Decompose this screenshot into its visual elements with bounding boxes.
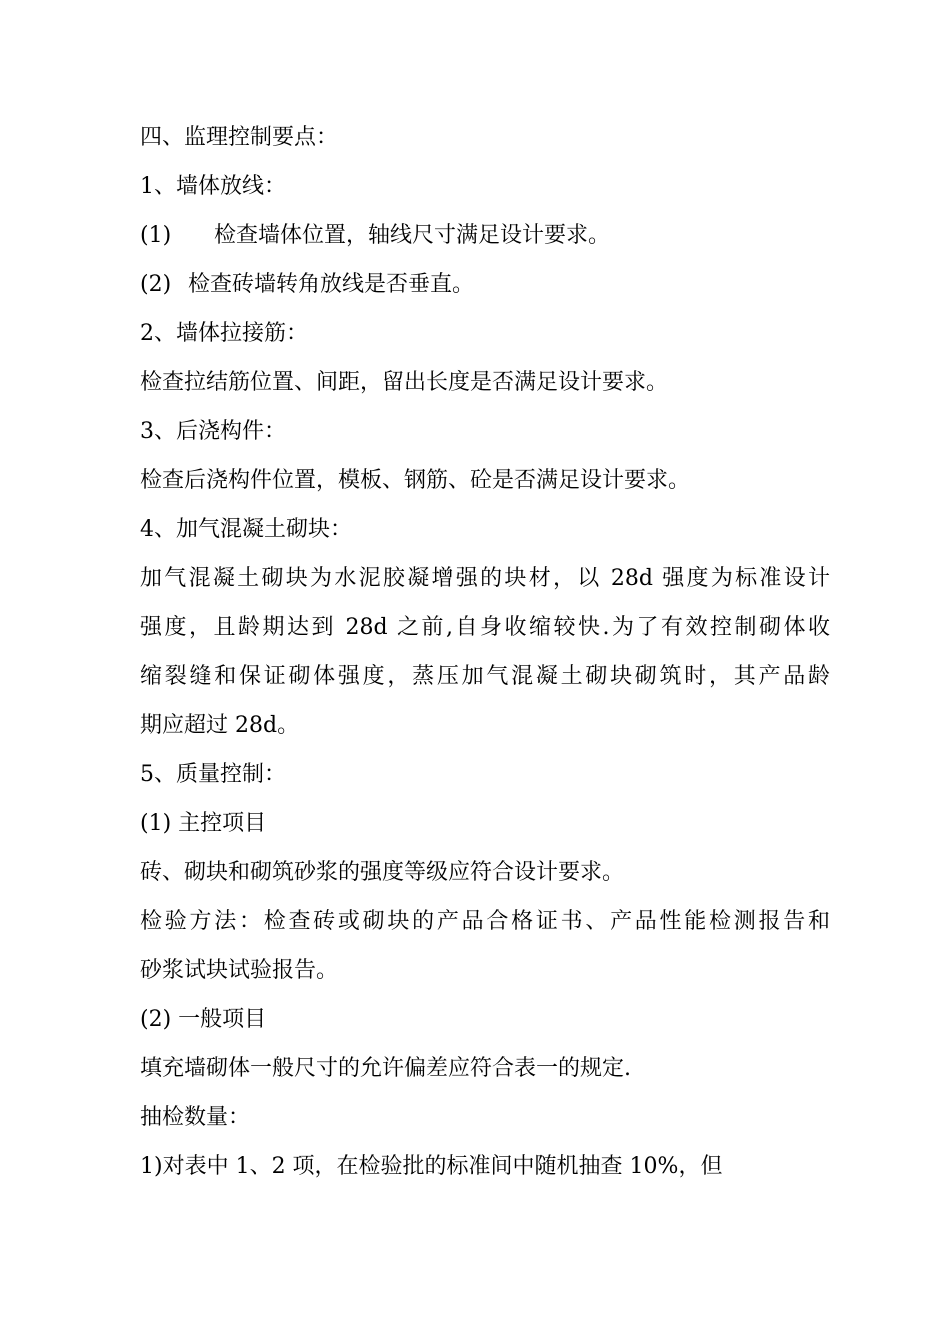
item-heading: 4、加气混凝土砌块：	[140, 517, 352, 542]
paragraph: 填充墙砌体一般尺寸的允许偏差应符合表一的规定.	[140, 1056, 631, 1081]
sub-item	[140, 260, 830, 309]
paragraph-line: 加气混凝土砌块为水泥胶凝增强的块材，以 28d 强度为标准设计	[140, 566, 830, 591]
sub-item-heading: (1) 主控项目	[140, 811, 267, 836]
sub-item-text: 检查墙体位置，轴线尺寸满足设计要求。	[214, 223, 611, 248]
paragraph: 砖、砌块和砌筑砂浆的强度等级应符合设计要求。	[140, 860, 625, 885]
paragraph-heading: 抽检数量：	[140, 1105, 251, 1130]
paragraph: 检查拉结筋位置、间距，留出长度是否满足设计要求。	[140, 370, 669, 395]
paragraph-line: 期应超过 28d。	[140, 713, 300, 738]
sub-item-number: (2)	[140, 272, 172, 297]
sub-item-heading: (2) 一般项目	[140, 1007, 267, 1032]
paragraph-line: 1)对表中 1、2 项，在检验批的标准间中随机抽查 10%，但	[140, 1154, 723, 1179]
paragraph-line: 检验方法：检查砖或砌块的产品合格证书、产品性能检测报告和	[140, 909, 830, 934]
sub-item	[140, 211, 830, 260]
item-heading: 2、墙体拉接筋：	[140, 321, 308, 346]
item-heading: 3、后浇构件：	[140, 419, 286, 444]
paragraph: 检查后浇构件位置，模板、钢筋、砼是否满足设计要求。	[140, 468, 691, 493]
section-heading: 四、监理控制要点：	[140, 125, 339, 150]
paragraph-line: 缩裂缝和保证砌体强度，蒸压加气混凝土砌块砌筑时，其产品龄	[140, 664, 830, 689]
sub-item-text: 检查砖墙转角放线是否垂直。	[188, 272, 475, 297]
paragraph-line: 强度，且龄期达到 28d 之前,自身收缩较快.为了有效控制砌体收	[140, 615, 830, 640]
item-heading: 1、墙体放线：	[140, 174, 286, 199]
item-heading: 5、质量控制：	[140, 762, 286, 787]
sub-item-number: (1)	[140, 223, 172, 248]
document-body	[140, 113, 830, 1191]
paragraph-line: 砂浆试块试验报告。	[140, 958, 339, 983]
